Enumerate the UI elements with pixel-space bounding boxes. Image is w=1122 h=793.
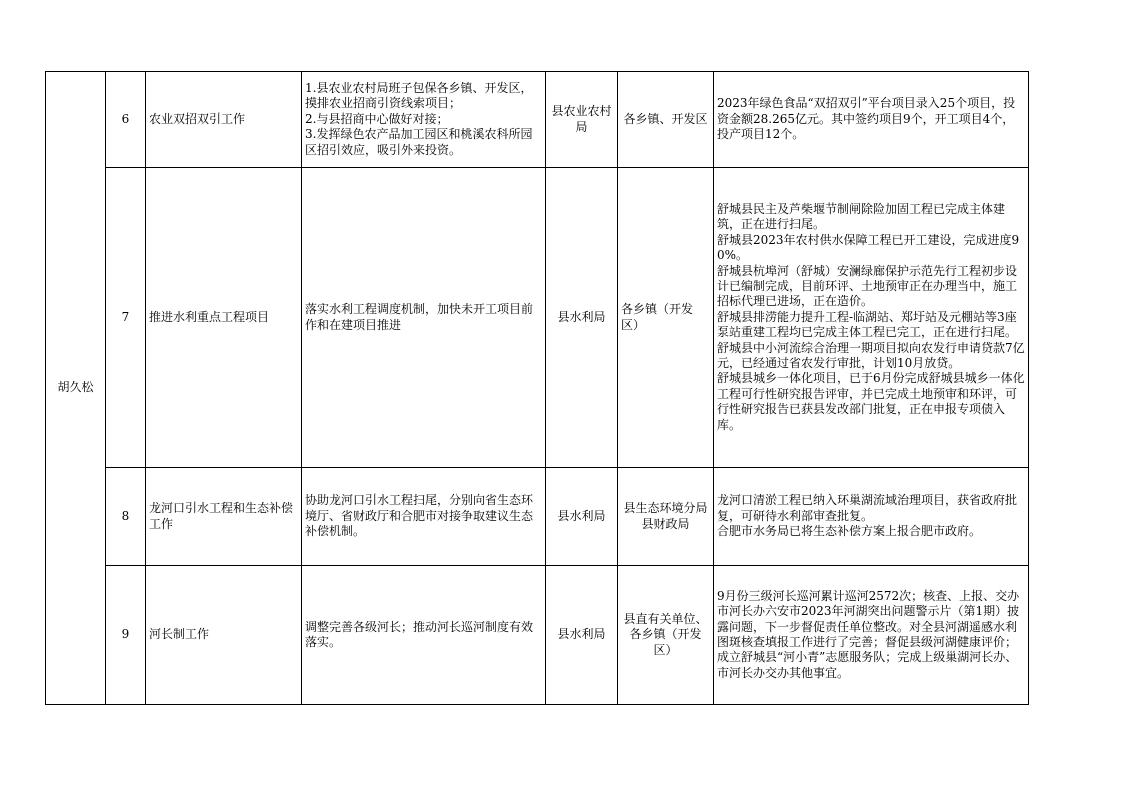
lead-unit: 县水利局 xyxy=(546,168,618,468)
progress-item: 舒城县2023年农村供水保障工程已开工建设，完成进度90%。 xyxy=(717,232,1020,263)
measure-item: 1.县农业农村局班子包保各乡镇、开发区，摸排农业招商引资线索项目； xyxy=(305,80,533,111)
progress-item: 9月份三级河长巡河累计巡河2572次；核查、上报、交办市河长办六安市2023年河湖突出问题警示片（第1期）披露问题，下一步督促责任单位整改。对全县河湖遥感水利图斑核查填报工作进行了完善；督促县级河湖健康评价；成立舒城县“河小青”志愿服务队；完成上级巢湖河长办、市河长办交办其他事宜。 xyxy=(717,588,1020,680)
measures-cell xyxy=(302,566,546,705)
progress-item: 舒城县城乡一体化项目，已于6月份完成舒城县城乡一体化工程可行性研究报告评审，并已完成土地预审和环评，可行性研究报告已获县发改部门批复，正在申报专项债入库。 xyxy=(717,371,1025,432)
measure-item: 调整完善各级河长；推动河长巡河制度有效落实。 xyxy=(305,619,534,649)
progress-item: 舒城县中小河流综合治理一期项目拟向农发行申请贷款7亿元，已经通过省农发行审批，计划10月放贷。 xyxy=(717,340,1025,371)
progress-item: 合肥市水务局已将生态补偿方案上报合肥市政府。 xyxy=(717,524,982,539)
measures-cell xyxy=(302,468,546,566)
progress-cell xyxy=(714,566,1029,705)
table-row xyxy=(46,468,1029,566)
measure-item: 协助龙河口引水工程扫尾，分别向省生态环境厅、省财政厅和合肥市对接争取建议生态补偿机制。 xyxy=(305,493,534,539)
measure-item: 3.发挥绿色农产品加工园区和桃溪农科所园区招引效应，吸引外来投资。 xyxy=(305,127,533,157)
progress-item: 2023年绿色食品“双招双引”平台项目录入25个项目，投资金额28.265亿元。其中签约项目9个，开工项目4个，投产项目12个。 xyxy=(717,96,1016,142)
coop-unit: 各乡镇、开发区 xyxy=(618,72,714,168)
row-number: 9 xyxy=(106,566,146,705)
progress-cell xyxy=(714,468,1029,566)
task-table xyxy=(45,71,1029,705)
progress-item: 龙河口清淤工程已纳入环巢湖流域治理项目，获省政府批复，可研待水利部审查批复。 xyxy=(717,493,1018,523)
lead-unit: 县水利局 xyxy=(546,566,618,705)
progress-item: 舒城县杭埠河（舒城）安澜绿廊保护示范先行工程初步设计已编制完成，目前环评、土地预审正在办理当中，施工招标代理已进场，正在造价。 xyxy=(717,263,1018,309)
task-name: 推进水利重点工程项目 xyxy=(146,168,302,468)
measure-item: 2.与县招商中心做好对接； xyxy=(305,111,449,126)
row-number: 7 xyxy=(106,168,146,468)
measures-cell xyxy=(302,168,546,468)
progress-cell xyxy=(714,168,1029,468)
coop-unit: 县直有关单位、各乡镇（开发区） xyxy=(618,566,714,705)
measures-cell xyxy=(302,72,546,168)
table-row xyxy=(46,168,1029,468)
row-number: 6 xyxy=(106,72,146,168)
task-name: 农业双招双引工作 xyxy=(146,72,302,168)
row-number: 8 xyxy=(106,468,146,566)
task-name: 龙河口引水工程和生态补偿工作 xyxy=(146,468,302,566)
table-row xyxy=(46,72,1029,168)
progress-cell xyxy=(714,72,1029,168)
task-name: 河长制工作 xyxy=(146,566,302,705)
progress-item: 舒城县民主及芦柴堰节制闸除险加固工程已完成主体建筑，正在进行扫尾。 xyxy=(717,201,1006,232)
owner-cell: 胡久松 xyxy=(46,72,106,705)
lead-unit: 县水利局 xyxy=(546,468,618,566)
coop-unit: 县生态环境分局县财政局 xyxy=(618,468,714,566)
coop-unit: 各乡镇（开发区） xyxy=(618,168,714,468)
lead-unit: 县农业农村局 xyxy=(546,72,618,168)
progress-item: 舒城县排涝能力提升工程-临湖站、郑圩站及元棚站等3座泵站重建工程均已完成主体工程已完工，正在进行扫尾。 xyxy=(717,309,1018,340)
table-row xyxy=(46,566,1029,705)
measure-item: 落实水利工程调度机制，加快未开工项目前作和在建项目推进 xyxy=(305,302,534,332)
